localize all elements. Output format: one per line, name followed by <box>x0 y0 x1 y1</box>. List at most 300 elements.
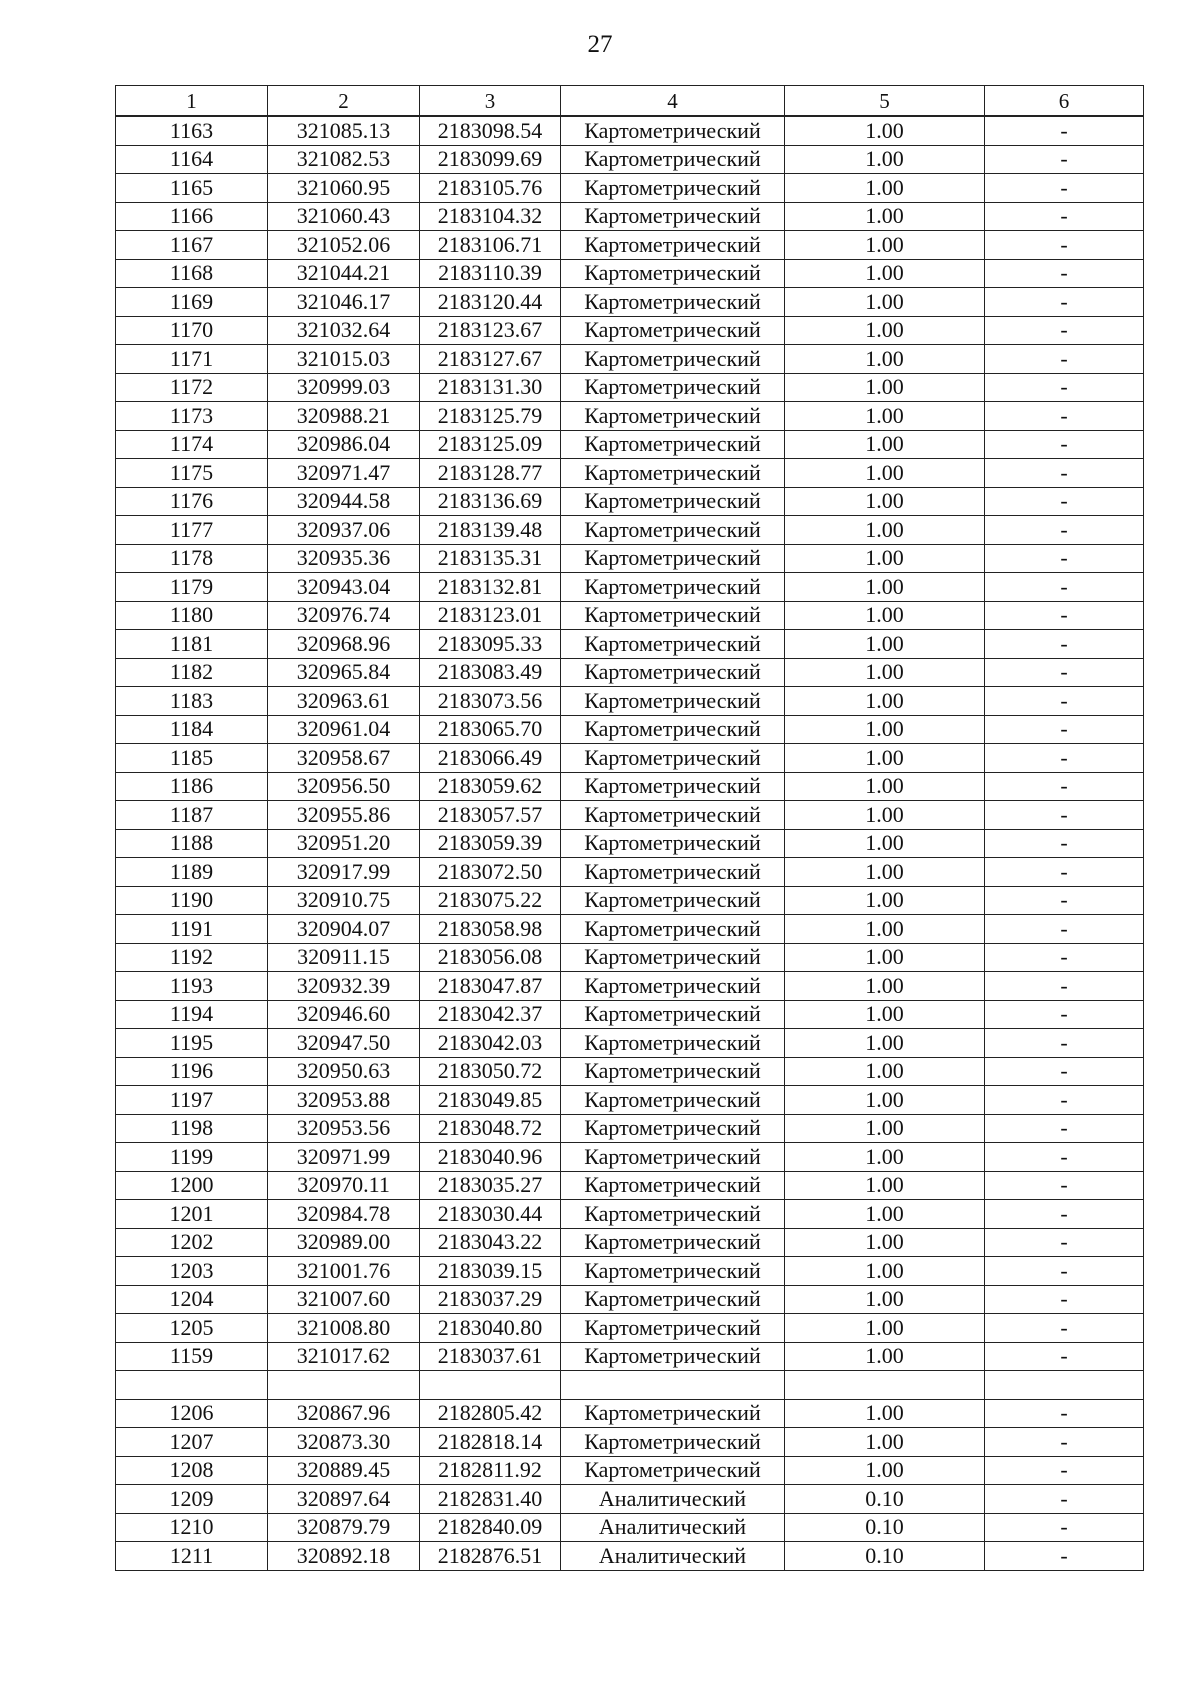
table-row <box>116 430 1144 459</box>
cell-y-coordinate: 2183043.22 <box>420 1228 561 1257</box>
cell-accuracy: 1.00 <box>785 1285 985 1314</box>
cell-note: - <box>985 658 1144 687</box>
cell-x-coordinate: 321082.53 <box>268 145 420 174</box>
cell-note: - <box>985 1171 1144 1200</box>
cell-accuracy: 1.00 <box>785 1228 985 1257</box>
cell-note: - <box>985 373 1144 402</box>
cell-point-number <box>116 1371 268 1400</box>
cell-note: - <box>985 1029 1144 1058</box>
cell-method: Картометрический <box>561 972 785 1001</box>
cell-y-coordinate: 2183049.85 <box>420 1086 561 1115</box>
cell-y-coordinate: 2183083.49 <box>420 658 561 687</box>
cell-accuracy: 1.00 <box>785 516 985 545</box>
cell-y-coordinate: 2182818.14 <box>420 1428 561 1457</box>
cell-y-coordinate: 2183037.61 <box>420 1342 561 1371</box>
cell-point-number: 1196 <box>116 1057 268 1086</box>
cell-point-number: 1205 <box>116 1314 268 1343</box>
cell-accuracy: 1.00 <box>785 1456 985 1485</box>
cell-x-coordinate: 320965.84 <box>268 658 420 687</box>
cell-accuracy: 1.00 <box>785 1342 985 1371</box>
cell-point-number: 1209 <box>116 1485 268 1514</box>
cell-method: Картометрический <box>561 1200 785 1229</box>
cell-method: Аналитический <box>561 1542 785 1571</box>
table-row <box>116 943 1144 972</box>
cell-method: Картометрический <box>561 658 785 687</box>
table-row <box>116 1399 1144 1428</box>
cell-note: - <box>985 345 1144 374</box>
cell-accuracy: 1.00 <box>785 316 985 345</box>
cell-x-coordinate: 321015.03 <box>268 345 420 374</box>
cell-point-number: 1186 <box>116 772 268 801</box>
cell-point-number: 1171 <box>116 345 268 374</box>
cell-y-coordinate: 2183066.49 <box>420 744 561 773</box>
cell-point-number: 1163 <box>116 116 268 145</box>
cell-note: - <box>985 516 1144 545</box>
cell-point-number: 1189 <box>116 858 268 887</box>
cell-x-coordinate: 320932.39 <box>268 972 420 1001</box>
cell-note: - <box>985 772 1144 801</box>
cell-note: - <box>985 1228 1144 1257</box>
cell-point-number: 1174 <box>116 430 268 459</box>
cell-accuracy: 1.00 <box>785 658 985 687</box>
cell-method: Картометрический <box>561 630 785 659</box>
cell-point-number: 1207 <box>116 1428 268 1457</box>
cell-note: - <box>985 316 1144 345</box>
cell-point-number: 1181 <box>116 630 268 659</box>
cell-point-number: 1192 <box>116 943 268 972</box>
cell-x-coordinate: 320988.21 <box>268 402 420 431</box>
cell-y-coordinate: 2183128.77 <box>420 459 561 488</box>
cell-x-coordinate: 320911.15 <box>268 943 420 972</box>
cell-method: Картометрический <box>561 715 785 744</box>
table-row <box>116 1371 1144 1400</box>
cell-point-number: 1169 <box>116 288 268 317</box>
cell-y-coordinate: 2182831.40 <box>420 1485 561 1514</box>
cell-note: - <box>985 1086 1144 1115</box>
cell-x-coordinate: 321060.43 <box>268 202 420 231</box>
cell-note: - <box>985 972 1144 1001</box>
cell-note: - <box>985 402 1144 431</box>
cell-method: Картометрический <box>561 259 785 288</box>
cell-note: - <box>985 174 1144 203</box>
table-row <box>116 516 1144 545</box>
table-row <box>116 202 1144 231</box>
cell-method: Картометрический <box>561 772 785 801</box>
cell-method: Картометрический <box>561 573 785 602</box>
cell-note: - <box>985 915 1144 944</box>
cell-y-coordinate: 2183065.70 <box>420 715 561 744</box>
cell-y-coordinate: 2182805.42 <box>420 1399 561 1428</box>
cell-x-coordinate: 320937.06 <box>268 516 420 545</box>
cell-x-coordinate: 321046.17 <box>268 288 420 317</box>
header-col-2: 2 <box>268 86 420 117</box>
cell-accuracy: 1.00 <box>785 544 985 573</box>
cell-y-coordinate: 2183040.96 <box>420 1143 561 1172</box>
cell-note: - <box>985 116 1144 145</box>
cell-x-coordinate: 320879.79 <box>268 1513 420 1542</box>
cell-method: Картометрический <box>561 1399 785 1428</box>
cell-method: Картометрический <box>561 801 785 830</box>
cell-accuracy: 1.00 <box>785 1314 985 1343</box>
cell-accuracy: 1.00 <box>785 345 985 374</box>
cell-x-coordinate: 320953.56 <box>268 1114 420 1143</box>
cell-y-coordinate: 2183127.67 <box>420 345 561 374</box>
cell-method: Картометрический <box>561 858 785 887</box>
table-row <box>116 658 1144 687</box>
cell-method: Картометрический <box>561 687 785 716</box>
cell-accuracy: 1.00 <box>785 915 985 944</box>
cell-y-coordinate: 2183095.33 <box>420 630 561 659</box>
cell-accuracy: 1.00 <box>785 801 985 830</box>
page-number: 27 <box>587 31 613 58</box>
header-col-4: 4 <box>561 86 785 117</box>
cell-x-coordinate: 320892.18 <box>268 1542 420 1571</box>
cell-x-coordinate: 321044.21 <box>268 259 420 288</box>
cell-note: - <box>985 1200 1144 1229</box>
cell-accuracy: 1.00 <box>785 1428 985 1457</box>
table-row <box>116 174 1144 203</box>
cell-accuracy <box>785 1371 985 1400</box>
cell-method: Аналитический <box>561 1513 785 1542</box>
cell-x-coordinate: 321017.62 <box>268 1342 420 1371</box>
cell-point-number: 1168 <box>116 259 268 288</box>
cell-method: Картометрический <box>561 886 785 915</box>
cell-accuracy: 1.00 <box>785 972 985 1001</box>
table-row <box>116 687 1144 716</box>
cell-x-coordinate: 320935.36 <box>268 544 420 573</box>
cell-y-coordinate: 2183056.08 <box>420 943 561 972</box>
table-row <box>116 744 1144 773</box>
cell-note: - <box>985 259 1144 288</box>
cell-note: - <box>985 886 1144 915</box>
cell-point-number: 1182 <box>116 658 268 687</box>
cell-x-coordinate: 320917.99 <box>268 858 420 887</box>
cell-accuracy: 1.00 <box>785 231 985 260</box>
cell-accuracy: 1.00 <box>785 1399 985 1428</box>
cell-y-coordinate: 2182876.51 <box>420 1542 561 1571</box>
cell-accuracy: 1.00 <box>785 1200 985 1229</box>
coordinates-table <box>115 85 1144 1571</box>
cell-note: - <box>985 829 1144 858</box>
cell-accuracy: 1.00 <box>785 1057 985 1086</box>
cell-y-coordinate: 2183099.69 <box>420 145 561 174</box>
cell-point-number: 1177 <box>116 516 268 545</box>
cell-note: - <box>985 459 1144 488</box>
cell-method: Картометрический <box>561 459 785 488</box>
cell-point-number: 1208 <box>116 1456 268 1485</box>
cell-method: Картометрический <box>561 1000 785 1029</box>
cell-method: Картометрический <box>561 116 785 145</box>
cell-note: - <box>985 601 1144 630</box>
cell-method: Аналитический <box>561 1485 785 1514</box>
cell-x-coordinate: 320970.11 <box>268 1171 420 1200</box>
table-row <box>116 145 1144 174</box>
table-row <box>116 1285 1144 1314</box>
cell-note: - <box>985 715 1144 744</box>
cell-method: Картометрический <box>561 1285 785 1314</box>
cell-note: - <box>985 1428 1144 1457</box>
cell-method: Картометрический <box>561 402 785 431</box>
table-row <box>116 459 1144 488</box>
cell-note: - <box>985 430 1144 459</box>
table-row <box>116 573 1144 602</box>
cell-x-coordinate: 320986.04 <box>268 430 420 459</box>
cell-x-coordinate: 321008.80 <box>268 1314 420 1343</box>
table-row <box>116 373 1144 402</box>
cell-x-coordinate: 321032.64 <box>268 316 420 345</box>
table-row <box>116 402 1144 431</box>
cell-note: - <box>985 202 1144 231</box>
cell-point-number: 1211 <box>116 1542 268 1571</box>
header-col-1: 1 <box>116 86 268 117</box>
cell-method: Картометрический <box>561 145 785 174</box>
cell-x-coordinate: 320984.78 <box>268 1200 420 1229</box>
cell-accuracy: 1.00 <box>785 772 985 801</box>
cell-x-coordinate: 320999.03 <box>268 373 420 402</box>
cell-note: - <box>985 1399 1144 1428</box>
cell-method: Картометрический <box>561 316 785 345</box>
cell-method: Картометрический <box>561 829 785 858</box>
cell-x-coordinate: 320971.47 <box>268 459 420 488</box>
cell-method: Картометрический <box>561 1228 785 1257</box>
cell-method: Картометрический <box>561 516 785 545</box>
table-row <box>116 1314 1144 1343</box>
cell-method: Картометрический <box>561 744 785 773</box>
cell-accuracy: 1.00 <box>785 145 985 174</box>
cell-accuracy: 0.10 <box>785 1513 985 1542</box>
cell-y-coordinate: 2183048.72 <box>420 1114 561 1143</box>
cell-note: - <box>985 1257 1144 1286</box>
cell-x-coordinate: 321007.60 <box>268 1285 420 1314</box>
cell-note: - <box>985 801 1144 830</box>
cell-point-number: 1195 <box>116 1029 268 1058</box>
cell-y-coordinate: 2182840.09 <box>420 1513 561 1542</box>
cell-x-coordinate: 320947.50 <box>268 1029 420 1058</box>
cell-method: Картометрический <box>561 1029 785 1058</box>
cell-note <box>985 1371 1144 1400</box>
cell-point-number: 1204 <box>116 1285 268 1314</box>
cell-x-coordinate: 320950.63 <box>268 1057 420 1086</box>
cell-accuracy: 1.00 <box>785 288 985 317</box>
cell-point-number: 1188 <box>116 829 268 858</box>
cell-method: Картометрический <box>561 1086 785 1115</box>
cell-accuracy: 1.00 <box>785 430 985 459</box>
cell-method: Картометрический <box>561 1456 785 1485</box>
cell-point-number: 1194 <box>116 1000 268 1029</box>
table-row <box>116 1143 1144 1172</box>
cell-x-coordinate: 320944.58 <box>268 487 420 516</box>
cell-point-number: 1201 <box>116 1200 268 1229</box>
cell-note: - <box>985 288 1144 317</box>
cell-point-number: 1172 <box>116 373 268 402</box>
cell-point-number: 1190 <box>116 886 268 915</box>
cell-y-coordinate: 2183072.50 <box>420 858 561 887</box>
cell-point-number: 1176 <box>116 487 268 516</box>
table-row <box>116 1086 1144 1115</box>
table-row <box>116 972 1144 1001</box>
cell-x-coordinate: 320904.07 <box>268 915 420 944</box>
cell-accuracy: 1.00 <box>785 259 985 288</box>
cell-x-coordinate: 320955.86 <box>268 801 420 830</box>
cell-accuracy: 1.00 <box>785 116 985 145</box>
cell-point-number: 1193 <box>116 972 268 1001</box>
cell-point-number: 1185 <box>116 744 268 773</box>
cell-accuracy: 1.00 <box>785 744 985 773</box>
cell-accuracy: 1.00 <box>785 174 985 203</box>
cell-x-coordinate: 321052.06 <box>268 231 420 260</box>
cell-method: Картометрический <box>561 288 785 317</box>
cell-x-coordinate: 320976.74 <box>268 601 420 630</box>
cell-accuracy: 1.00 <box>785 573 985 602</box>
cell-accuracy: 1.00 <box>785 715 985 744</box>
cell-y-coordinate: 2183040.80 <box>420 1314 561 1343</box>
table-row <box>116 1428 1144 1457</box>
table-row <box>116 772 1144 801</box>
cell-accuracy: 1.00 <box>785 459 985 488</box>
table-row <box>116 231 1144 260</box>
cell-note: - <box>985 1285 1144 1314</box>
cell-x-coordinate: 320961.04 <box>268 715 420 744</box>
cell-note: - <box>985 687 1144 716</box>
cell-x-coordinate: 320873.30 <box>268 1428 420 1457</box>
cell-method: Картометрический <box>561 1257 785 1286</box>
cell-point-number: 1203 <box>116 1257 268 1286</box>
cell-point-number: 1183 <box>116 687 268 716</box>
cell-x-coordinate: 320953.88 <box>268 1086 420 1115</box>
cell-y-coordinate: 2183139.48 <box>420 516 561 545</box>
cell-accuracy: 0.10 <box>785 1542 985 1571</box>
cell-note: - <box>985 1456 1144 1485</box>
table-row <box>116 630 1144 659</box>
table-row <box>116 1542 1144 1571</box>
cell-accuracy: 1.00 <box>785 1171 985 1200</box>
table-row <box>116 801 1144 830</box>
cell-x-coordinate: 320989.00 <box>268 1228 420 1257</box>
cell-y-coordinate: 2183104.32 <box>420 202 561 231</box>
cell-method: Картометрический <box>561 345 785 374</box>
cell-point-number: 1159 <box>116 1342 268 1371</box>
cell-accuracy: 1.00 <box>785 601 985 630</box>
cell-note: - <box>985 1143 1144 1172</box>
cell-x-coordinate: 320951.20 <box>268 829 420 858</box>
cell-y-coordinate: 2183132.81 <box>420 573 561 602</box>
table-row <box>116 1456 1144 1485</box>
table-body <box>116 116 1144 1570</box>
cell-note: - <box>985 1057 1144 1086</box>
table-row <box>116 829 1144 858</box>
cell-point-number: 1184 <box>116 715 268 744</box>
table-row <box>116 487 1144 516</box>
table-row <box>116 1257 1144 1286</box>
cell-accuracy: 1.00 <box>785 829 985 858</box>
cell-accuracy: 0.10 <box>785 1485 985 1514</box>
cell-x-coordinate: 321001.76 <box>268 1257 420 1286</box>
cell-point-number: 1191 <box>116 915 268 944</box>
header-col-3: 3 <box>420 86 561 117</box>
table-row <box>116 1200 1144 1229</box>
cell-method: Картометрический <box>561 1171 785 1200</box>
cell-y-coordinate <box>420 1371 561 1400</box>
cell-y-coordinate: 2183057.57 <box>420 801 561 830</box>
cell-y-coordinate: 2183059.39 <box>420 829 561 858</box>
cell-x-coordinate: 320889.45 <box>268 1456 420 1485</box>
cell-point-number: 1165 <box>116 174 268 203</box>
cell-method: Картометрический <box>561 915 785 944</box>
cell-y-coordinate: 2183042.37 <box>420 1000 561 1029</box>
cell-y-coordinate: 2183030.44 <box>420 1200 561 1229</box>
cell-x-coordinate: 320867.96 <box>268 1399 420 1428</box>
cell-accuracy: 1.00 <box>785 1257 985 1286</box>
cell-point-number: 1198 <box>116 1114 268 1143</box>
cell-method: Картометрический <box>561 373 785 402</box>
table-row <box>116 116 1144 145</box>
cell-x-coordinate: 320971.99 <box>268 1143 420 1172</box>
cell-y-coordinate: 2183123.67 <box>420 316 561 345</box>
cell-method: Картометрический <box>561 1314 785 1343</box>
cell-method <box>561 1371 785 1400</box>
cell-y-coordinate: 2183039.15 <box>420 1257 561 1286</box>
table-row <box>116 858 1144 887</box>
header-col-5: 5 <box>785 86 985 117</box>
cell-method: Картометрический <box>561 430 785 459</box>
cell-method: Картометрический <box>561 174 785 203</box>
cell-x-coordinate: 320963.61 <box>268 687 420 716</box>
header-row <box>116 86 1144 117</box>
cell-accuracy: 1.00 <box>785 1143 985 1172</box>
cell-note: - <box>985 1342 1144 1371</box>
cell-point-number: 1180 <box>116 601 268 630</box>
cell-method: Картометрический <box>561 487 785 516</box>
table-row <box>116 1228 1144 1257</box>
cell-x-coordinate: 320910.75 <box>268 886 420 915</box>
cell-y-coordinate: 2183037.29 <box>420 1285 561 1314</box>
cell-accuracy: 1.00 <box>785 1086 985 1115</box>
cell-y-coordinate: 2183075.22 <box>420 886 561 915</box>
cell-point-number: 1197 <box>116 1086 268 1115</box>
table-row <box>116 1485 1144 1514</box>
cell-accuracy: 1.00 <box>785 858 985 887</box>
cell-y-coordinate: 2183059.62 <box>420 772 561 801</box>
table-row <box>116 1000 1144 1029</box>
cell-point-number: 1200 <box>116 1171 268 1200</box>
cell-point-number: 1173 <box>116 402 268 431</box>
cell-point-number: 1199 <box>116 1143 268 1172</box>
cell-note: - <box>985 1513 1144 1542</box>
cell-x-coordinate <box>268 1371 420 1400</box>
cell-method: Картометрический <box>561 601 785 630</box>
cell-accuracy: 1.00 <box>785 402 985 431</box>
cell-accuracy: 1.00 <box>785 1029 985 1058</box>
table-row <box>116 915 1144 944</box>
cell-y-coordinate: 2183035.27 <box>420 1171 561 1200</box>
cell-point-number: 1187 <box>116 801 268 830</box>
cell-point-number: 1179 <box>116 573 268 602</box>
cell-note: - <box>985 1314 1144 1343</box>
table-row <box>116 345 1144 374</box>
cell-y-coordinate: 2183136.69 <box>420 487 561 516</box>
cell-accuracy: 1.00 <box>785 1000 985 1029</box>
cell-y-coordinate: 2183120.44 <box>420 288 561 317</box>
cell-y-coordinate: 2183058.98 <box>420 915 561 944</box>
cell-x-coordinate: 320943.04 <box>268 573 420 602</box>
cell-y-coordinate: 2183125.09 <box>420 430 561 459</box>
cell-method: Картометрический <box>561 1428 785 1457</box>
cell-y-coordinate: 2183131.30 <box>420 373 561 402</box>
cell-method: Картометрический <box>561 202 785 231</box>
cell-x-coordinate: 320946.60 <box>268 1000 420 1029</box>
cell-x-coordinate: 321085.13 <box>268 116 420 145</box>
cell-note: - <box>985 1542 1144 1571</box>
